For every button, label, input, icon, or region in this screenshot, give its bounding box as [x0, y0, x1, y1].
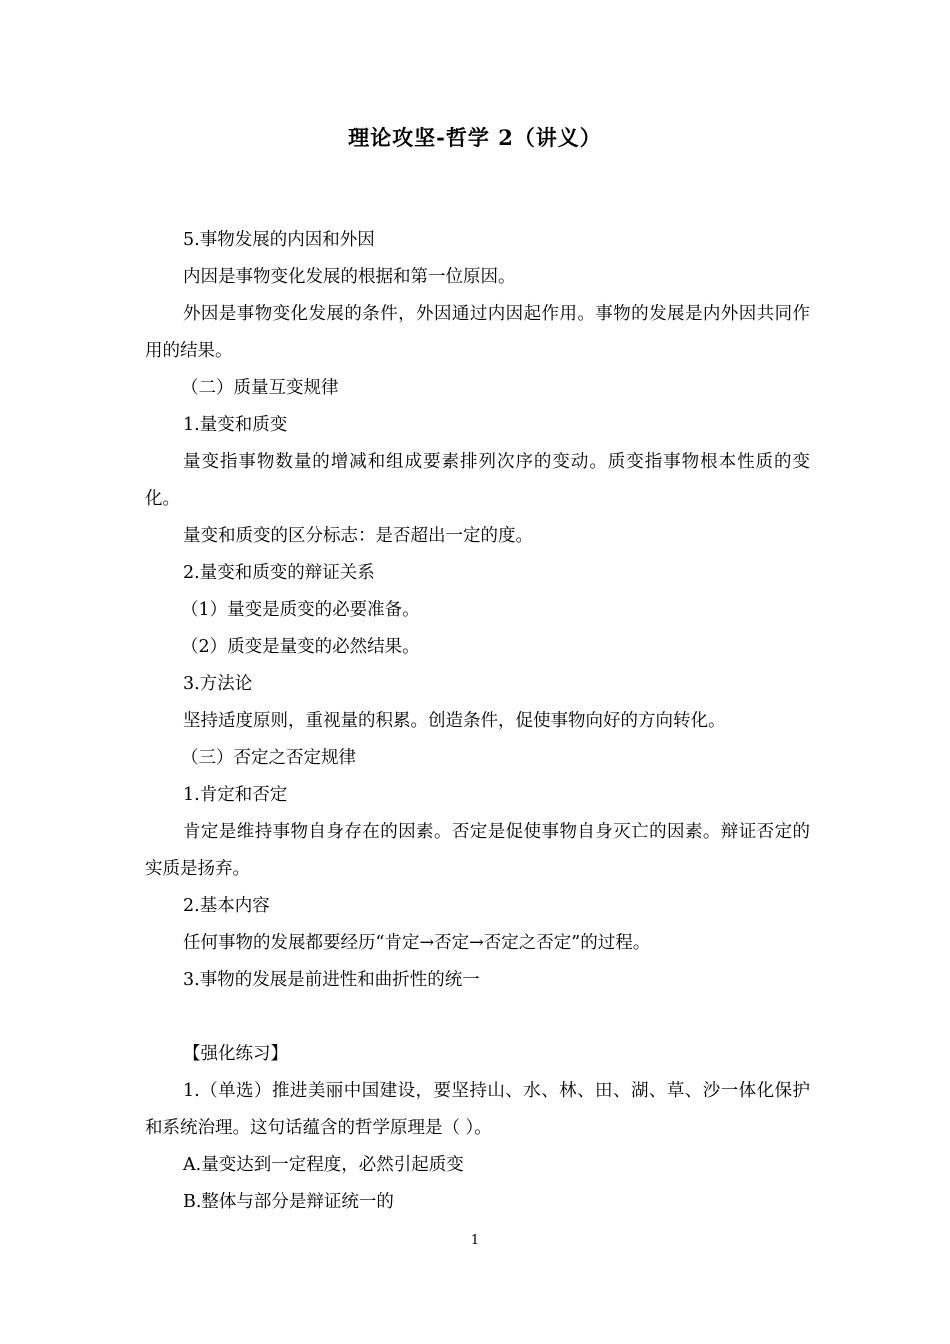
paragraph: 任何事物的发展都要经历“肯定→否定→否定之否定”的过程。 — [183, 933, 651, 953]
spacer — [145, 999, 810, 1036]
paragraph: 量变指事物数量的增减和组成要素排列次序的变动。质变指事物根本性质的变化。 — [145, 452, 810, 509]
question-text: 1.（单选）推进美丽中国建设，要坚持山、水、林、田、湖、草、沙一体化保护和系统治理。这句话蕴含的哲学原理是（ ）。 — [145, 1081, 810, 1138]
paragraph: 外因是事物变化发展的条件，外因通过内因起作用。事物的发展是内外因共同作用的结果。 — [145, 304, 810, 361]
section-heading: 1.肯定和否定 — [183, 785, 288, 805]
page-number: 1 — [470, 1233, 480, 1248]
paragraph: 坚持适度原则，重视量的积累。创造条件，促使事物向好的方向转化。 — [183, 711, 726, 731]
practice-heading: 【强化练习】 — [183, 1044, 288, 1064]
document-body — [145, 222, 810, 1221]
list-item: （2）质变是量变的必然结果。 — [181, 637, 420, 657]
option-b: B.整体与部分是辩证统一的 — [183, 1192, 394, 1212]
paragraph: 内因是事物变化发展的根据和第一位原因。 — [183, 267, 516, 287]
paragraph: 量变和质变的区分标志：是否超出一定的度。 — [183, 526, 533, 546]
section-heading: （二）质量互变规律 — [181, 378, 339, 398]
paragraph: 肯定是维持事物自身存在的因素。否定是促使事物自身灭亡的因素。辩证否定的实质是扬弃。 — [145, 822, 810, 879]
document-title: 理论攻坚-哲学 2（讲义） — [348, 125, 602, 150]
option-a: A.量变达到一定程度，必然引起质变 — [183, 1155, 464, 1175]
section-heading: （三）否定之否定规律 — [181, 748, 356, 768]
section-heading: 2.基本内容 — [183, 896, 270, 916]
section-heading: 5.事物发展的内因和外因 — [183, 230, 375, 250]
section-heading: 3.方法论 — [183, 674, 253, 694]
section-heading: 1.量变和质变 — [183, 415, 288, 435]
list-item: （1）量变是质变的必要准备。 — [181, 600, 420, 620]
section-heading: 2.量变和质变的辩证关系 — [183, 563, 375, 583]
section-heading: 3.事物的发展是前进性和曲折性的统一 — [183, 970, 480, 990]
